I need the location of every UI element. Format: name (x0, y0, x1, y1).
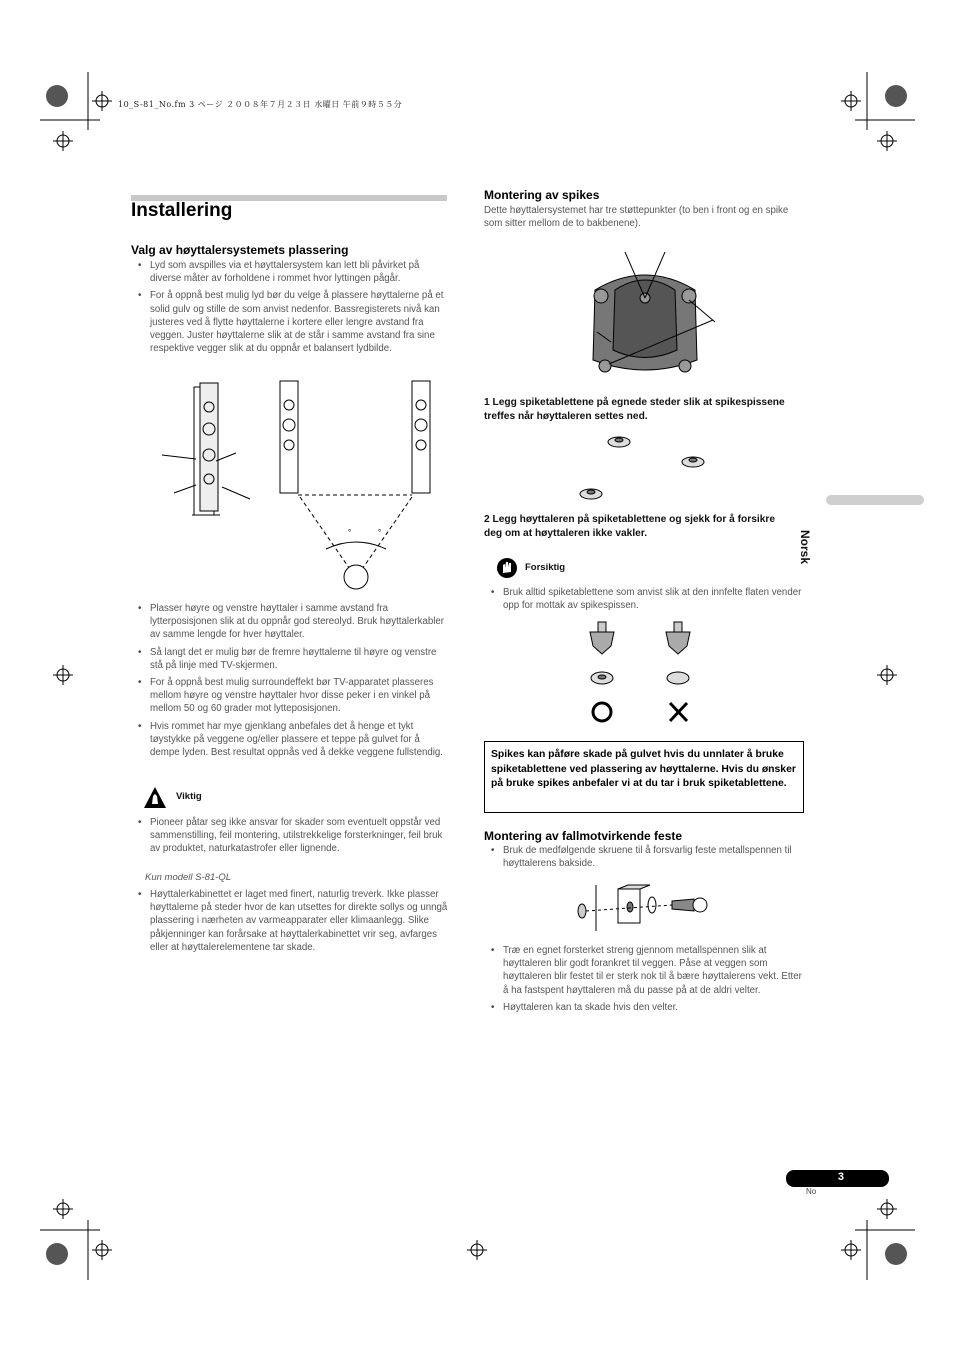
important-bullets (131, 816, 449, 860)
spike-tablets-illustration (575, 432, 715, 502)
page-title: Installering (131, 200, 233, 221)
speaker-placement-illustration (160, 375, 440, 595)
anti-fall-bracket-illustration (574, 883, 714, 933)
caution-label: Forsiktig (525, 562, 566, 573)
fall-bullets-1 (484, 844, 804, 874)
list-item: • Lyd som avspilles via et høyttalersystem kan lett bli påvirket på diverse måter av forholdene i rommet hvor lyttingen pågår. (131, 259, 449, 285)
section-heading-placement: Valg av høyttalersystemets plassering (131, 243, 349, 257)
list-item: • Bruk alltid spiketablettene som anvist slik at den innfelte flaten vender opp for mottak av spikespissen. (484, 586, 804, 612)
model-note: Kun modell S-81-QL (145, 872, 232, 883)
important-icon (143, 786, 167, 810)
model-bullets (131, 888, 449, 958)
file-header-line: 10_S-81_No.fm 3 ページ ２００８年７月２３日 水曜日 午前９時５５分 (118, 100, 403, 109)
fall-bullets-2 (484, 944, 804, 1018)
section-heading-fall: Montering av fallmotvirkende feste (484, 829, 683, 843)
page-language-code: No (806, 1187, 817, 1196)
caution-icon (496, 557, 518, 579)
caution-bullets (484, 586, 804, 616)
list-item: • For å oppnå best mulig lyd bør du velge å plassere høyttalerne på et solid gulv og stille de som anvist nedenfor. Bassregisterets nivå kan justeres ved å flytte høyttalerne i kortere eller lengre avstand fra veggen. Juster høyttalerne slik at de står i samme avstand fra sine respektive vegger slik at du oppnår et balansert lydbilde. (131, 289, 449, 355)
language-tab-label: Norsk (798, 530, 812, 565)
section-heading-spikes: Montering av spikes (484, 188, 600, 202)
list-item: • Så langt det er mulig bør de fremre høyttalerne til høyre og venstre stå på linje med TV-skjermen. (131, 646, 449, 672)
list-item: • Pioneer påtar seg ikke ansvar for skader som eventuelt oppstår ved sammenstilling, feil montering, utilstrekkelige forsterkninger, feil bruk av produktet, naturkatastrofer eller lignende. (131, 816, 449, 856)
spike-orientation-illustration (585, 620, 705, 730)
step-2: 2 Legg høyttaleren på spiketablettene og sjekk for å forsikre deg om at høyttaleren ikke vakler. (484, 514, 776, 539)
angle-mark-right: ° (378, 528, 382, 537)
list-item: • Bruk de medfølgende skruene til å forsvarlig feste metallspennen til høyttalerens bakside. (484, 844, 804, 870)
placement-bullets-2 (131, 602, 449, 763)
list-item: • Høyttalerkabinettet er laget med finert, naturlig treverk. Ikke plasser høyttalerne på steder hvor de kan utsettes for direkte sollys og unngå plassering i nærheten av varmeapparater eller klimaanlegg. Slike påkjenninger kan forårsake at høyttalerkabinettet vrir seg, avfarges eller at høyttalerelementene tar skade. (131, 888, 449, 954)
spikes-intro: Dette høyttalersystemet har tre støttepunkter (to ben i front og en spike som sitter mellom de to bakbenene). (484, 205, 789, 229)
list-item: • For å oppnå best mulig surroundeffekt bør TV-apparatet plasseres mellom høyre og venstre høyttaler hvor disse peker i en vinkel på mellom 50 og 60 grader mot lytteposisjonen. (131, 676, 449, 716)
list-item: • Hvis rommet har mye gjenklang anbefales det å henge et tykt tøystykke på veggene og/eller plassere et teppe på gulvet for å dempe lyden. Best resultat oppnås ved å dekke veggene fullstendig. (131, 720, 449, 760)
step-1: 1 Legg spiketablettene på egnede steder slik at spikespissene treffes når høyttaleren settes ned. (484, 397, 785, 422)
page-number: 3 (837, 1171, 844, 1183)
spikes-warning-box: Spikes kan påføre skade på gulvet hvis du unnlater å bruke spiketablettene ved plassering av høyttalerne. Hvis du ønsker på bruke spikes anbefaler vi at du tar i bruk spiketablettene. (484, 741, 804, 813)
list-item: • Plasser høyre og venstre høyttaler i samme avstand fra lytterposisjonen slik at du oppnår god stereolyd. Bruk høyttalerkabler av samme lengde for hver høyttaler. (131, 602, 449, 642)
angle-mark-left: ° (348, 528, 352, 537)
list-item: • Træ en egnet forsterket streng gjennom metallspennen slik at høyttaleren blir godt forankret til veggen. Påse at veggen som høyttaleren blir festet til er sterk nok til å bære høyttalerens vekt. Etter å ha fastspent høyttaleren må du passe på at de aldri velter. (484, 944, 804, 997)
important-label: Viktig (176, 791, 202, 802)
language-tab (826, 495, 924, 505)
list-item: • Høyttaleren kan ta skade hvis den velter. (484, 1001, 804, 1014)
placement-bullets (131, 259, 449, 359)
speaker-base-illustration (585, 250, 725, 380)
